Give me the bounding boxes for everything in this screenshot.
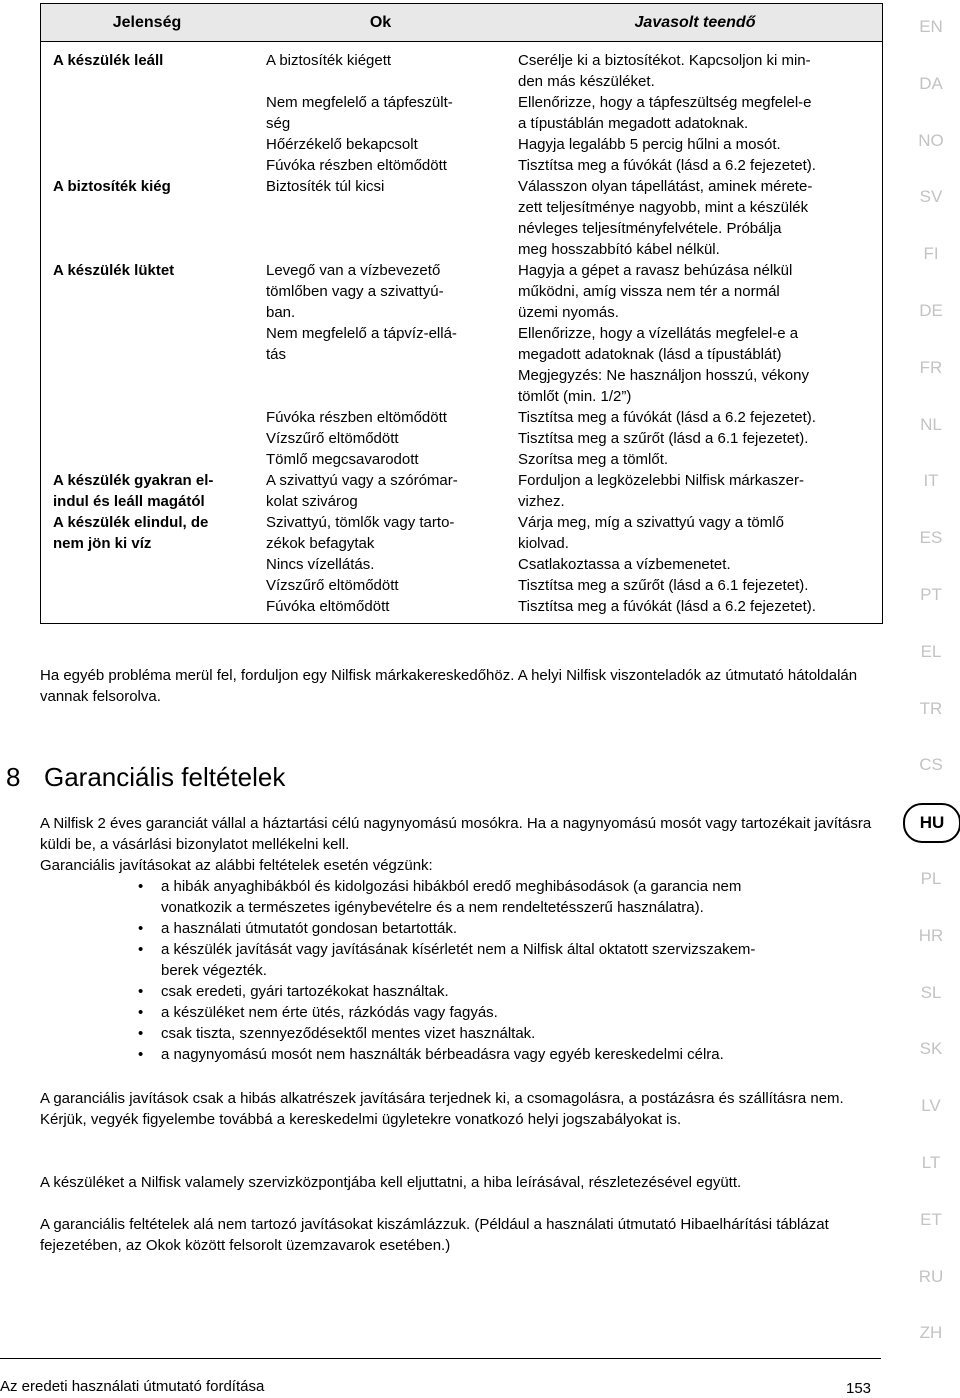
section-heading [6, 760, 285, 794]
cell-line: Tömlő megcsavarodott [266, 451, 419, 468]
cell-line: Fúvóka részben eltömődött [266, 409, 447, 426]
cell-line: Vízszűrő eltömődött [266, 430, 399, 447]
table-row [41, 260, 882, 470]
table-header [41, 4, 882, 42]
list-item [40, 939, 880, 981]
cell-line: kiolvad. [518, 535, 569, 552]
language-tab-es[interactable]: ES [919, 528, 943, 548]
blank-line [266, 386, 498, 407]
language-tab-zh[interactable]: ZH [919, 1323, 943, 1343]
language-tab-lv[interactable]: LV [921, 1096, 941, 1116]
cell-line: Csatlakoztassa a vízbemenetet. [518, 556, 731, 573]
list-item-line: • a készülék javítását vagy javításának kísérletét nem a Nilfisk által oktatott szervizszakem- [161, 941, 756, 958]
table-row [41, 176, 882, 260]
cell-line: üzemi nyomás. [518, 304, 619, 321]
list-item-line: • a használati útmutatót gondosan betartották. [161, 920, 458, 937]
cell-line: névleges teljesítményfelvétele. Próbálja [518, 220, 782, 237]
problem-cell [41, 512, 253, 617]
table-body [41, 42, 882, 623]
cell-line: A készülék lüktet [53, 262, 175, 279]
problem-cell [41, 470, 253, 512]
language-tab-sk[interactable]: SK [919, 1039, 943, 1059]
list-item-line: • a hibák anyaghibákból és kidolgozási hibákból eredő meghibásodások (a garancia nem [161, 878, 742, 895]
cell-line: A készülék elindul, de [53, 514, 209, 531]
problem-cell [41, 50, 253, 176]
cell-line: tömlőben vagy a szivattyú- [266, 283, 444, 300]
language-tab-lt[interactable]: LT [921, 1153, 941, 1172]
cell-line: A biztosíték kiég [53, 178, 171, 195]
cell-line: Tisztítsa meg a szűrőt (lásd a 6.1 fejezetet). [518, 430, 809, 447]
language-tab-et[interactable]: ET [920, 1209, 942, 1229]
language-tab-sl[interactable]: SL [920, 982, 942, 1002]
remedy-cell [508, 260, 882, 470]
cell-line: Tisztítsa meg a fúvókát (lásd a 6.2 fejezetet). [518, 409, 816, 426]
cell-line: Cserélje ki a biztosítékot. Kapcsoljon ki min- [518, 52, 811, 69]
cell-line: meg hosszabbító kábel nélkül. [518, 241, 720, 258]
remedy-cell [508, 50, 882, 176]
language-tab-it[interactable]: IT [923, 471, 939, 491]
cell-line: Tisztítsa meg a fúvókát (lásd a 6.2 fejezetet). [518, 598, 816, 615]
table-row [41, 470, 882, 512]
cell-line: Nem megfelelő a tápvíz-ellá- [266, 325, 457, 342]
section-title: Garanciális feltételek [44, 762, 286, 792]
cell-line: vizhez. [518, 493, 565, 510]
cell-line: Ellenőrizze, hogy a vízellátás megfelel-e a [518, 325, 799, 342]
blank-line [266, 365, 498, 386]
page-number: 153 [846, 1380, 872, 1397]
language-tab-fi[interactable]: FI [923, 244, 939, 264]
blank-line [266, 71, 498, 92]
language-tab-de[interactable]: DE [919, 301, 943, 320]
list-item-line: • csak tiszta, szennyeződésektől mentes vizet használtak. [161, 1025, 536, 1042]
cell-line: Fúvóka eltömődött [266, 598, 390, 615]
cell-line: Megjegyzés: Ne használjon hosszú, vékony [518, 367, 809, 384]
cell-line: Nem megfelelő a tápfeszült- [266, 94, 453, 111]
remedy-cell [508, 470, 882, 512]
language-tab-fr[interactable]: FR [919, 357, 943, 377]
language-tab-pt[interactable]: PT [920, 585, 942, 604]
cell-line: Várja meg, míg a szivattyú vagy a tömlő [518, 514, 784, 531]
remedy-cell [508, 512, 882, 617]
cell-line: Nincs vízellátás. [266, 556, 375, 573]
footer-text: Az eredeti használati útmutató fordítása [0, 1378, 265, 1395]
language-tab-no[interactable]: NO [918, 130, 944, 150]
warranty-conditions-list [40, 876, 880, 1065]
header-symptom: Jelenség [112, 13, 182, 31]
problem-cell [41, 260, 253, 470]
language-tab-nl[interactable]: NL [920, 414, 942, 434]
paragraph-service-center: A készüléket a Nilfisk valamely szervizközpontjába kell eljuttatni, a hiba leírásával, részletezésével együtt. [40, 1174, 742, 1191]
language-tab-tr[interactable]: TR [919, 698, 943, 718]
after-table-note: Ha egyéb probléma merül fel, forduljon egy Nilfisk márkakereskedőhöz. A helyi Nilfisk viszonteladók az útmutató hátoldalán vannak felsorolva. [40, 667, 858, 705]
cell-line: A szivattyú vagy a szórómar- [266, 472, 458, 489]
cell-line: kolat szivárog [266, 493, 358, 510]
cell-line: den más készüléket. [518, 73, 655, 90]
cell-line: megadott adatoknak (lásd a típustáblát) [518, 346, 782, 363]
list-item-line: • a nagynyomású mosót nem használták bérbeadásra vagy egyéb kereskedelmi célra. [161, 1046, 724, 1063]
language-tab-pl[interactable]: PL [920, 869, 942, 888]
cell-line: Hagyja a gépet a ravasz behúzása nélkül [518, 262, 793, 279]
cause-cell [253, 260, 508, 470]
table-row [41, 50, 882, 176]
cause-cell [253, 512, 508, 617]
list-item-line: berek végezték. [161, 962, 267, 979]
cell-line: indul és leáll magától [53, 493, 205, 510]
cell-line: Forduljon a legközelebbi Nilfisk márkaszer- [518, 472, 804, 489]
language-tab-hr[interactable]: HR [918, 925, 944, 945]
list-item-line: • a készüléket nem érte ütés, rázkódás vagy fagyás. [161, 1004, 498, 1021]
cell-line: Hagyja legalább 5 percig hűlni a mosót. [518, 136, 781, 153]
cell-line: Szivattyú, tömlők vagy tarto- [266, 514, 455, 531]
cell-line: Biztosíték túl kicsi [266, 178, 385, 195]
cell-line: A készülék gyakran el- [53, 472, 214, 489]
paragraph-billing: A garanciális feltételek alá nem tartozó javításokat kiszámlázzuk. (Például a használati útmutató Hibaelhárítási táblázat fejezetében, az Okok között felsorolt üzemzavarok esetében.) [40, 1216, 829, 1254]
list-item [40, 1023, 880, 1044]
list-item [40, 918, 880, 939]
cell-line: A készülék leáll [53, 52, 164, 69]
language-tab-ru[interactable]: RU [918, 1266, 944, 1286]
paragraph-scope: A garanciális javítások csak a hibás alkatrészek javítására terjednek ki, a csomagolásra, a postázásra és szállításra nem. Kérjük, vegyék figyelembe továbbá a kereskedelmi ügyletekre vonatkozó helyi jogszabályokat is. [40, 1090, 844, 1128]
troubleshooting-table [40, 3, 883, 624]
language-tab-cs[interactable]: CS [919, 755, 943, 775]
language-tab-hu[interactable]: HU [903, 803, 960, 843]
cell-line: ban. [266, 304, 296, 321]
problem-cell [41, 176, 253, 260]
language-tab-el[interactable]: EL [920, 641, 942, 661]
cell-line: Tisztítsa meg a fúvókát (lásd a 6.2 fejezetet). [518, 157, 816, 174]
cause-cell [253, 50, 508, 176]
header-cause: Ok [369, 13, 392, 31]
cell-line: Ellenőrizze, hogy a tápfeszültség megfelel-e [518, 94, 812, 111]
cell-line: nem jön ki víz [53, 535, 152, 552]
language-tab-en[interactable]: EN [919, 17, 943, 36]
table-row [41, 512, 882, 617]
cell-line: tömlőt (min. 1/2”) [518, 388, 632, 405]
cell-line: Fúvóka részben eltömődött [266, 157, 447, 174]
language-tab-sv[interactable]: SV [919, 187, 943, 207]
footer-divider [0, 1358, 881, 1359]
list-item [40, 1002, 880, 1023]
cell-line: Szorítsa meg a tömlőt. [518, 451, 669, 468]
cell-line: tás [266, 346, 287, 363]
cell-line: Tisztítsa meg a szűrőt (lásd a 6.1 fejezetet). [518, 577, 809, 594]
list-item [40, 981, 880, 1002]
cell-line: A biztosíték kiégett [266, 52, 392, 69]
warranty-conditions-lead: Garanciális javításokat az alábbi feltételek esetén végzünk: [40, 857, 433, 874]
section-number: 8 [6, 762, 21, 792]
list-item-line: vonatkozik a természetes igénybevételre és a nem rendeltetésszerű használatra). [161, 899, 704, 916]
cause-cell [253, 470, 508, 512]
list-item [40, 876, 880, 918]
cell-line: működni, amíg vissza nem tér a normál [518, 283, 780, 300]
cell-line: Hőérzékelő bekapcsolt [266, 136, 418, 153]
language-tab-da[interactable]: DA [919, 73, 943, 93]
cell-line: zékok befagytak [266, 535, 375, 552]
cell-line: Vízszűrő eltömődött [266, 577, 399, 594]
cell-line: ség [266, 115, 291, 132]
list-item-line: • csak eredeti, gyári tartozékokat használtak. [161, 983, 449, 1000]
warranty-intro: A Nilfisk 2 éves garanciát vállal a háztartási célú nagynyomású mosókra. Ha a nagynyomású mosót vagy tartozékait javításra küldi be, a vásárlási bizonylatot mellékelni kell. [40, 815, 872, 853]
cell-line: Válasszon olyan tápellátást, aminek mérete- [518, 178, 813, 195]
list-item [40, 1044, 880, 1065]
remedy-cell [508, 176, 882, 260]
header-remedy: Javasolt teendő [634, 13, 756, 31]
cell-line: Levegő van a vízbevezető [266, 262, 441, 279]
cause-cell [253, 176, 508, 260]
cell-line: a típustáblán megadott adatoknak. [518, 115, 749, 132]
cell-line: zett teljesítménye nagyobb, mint a készülék [518, 199, 809, 216]
